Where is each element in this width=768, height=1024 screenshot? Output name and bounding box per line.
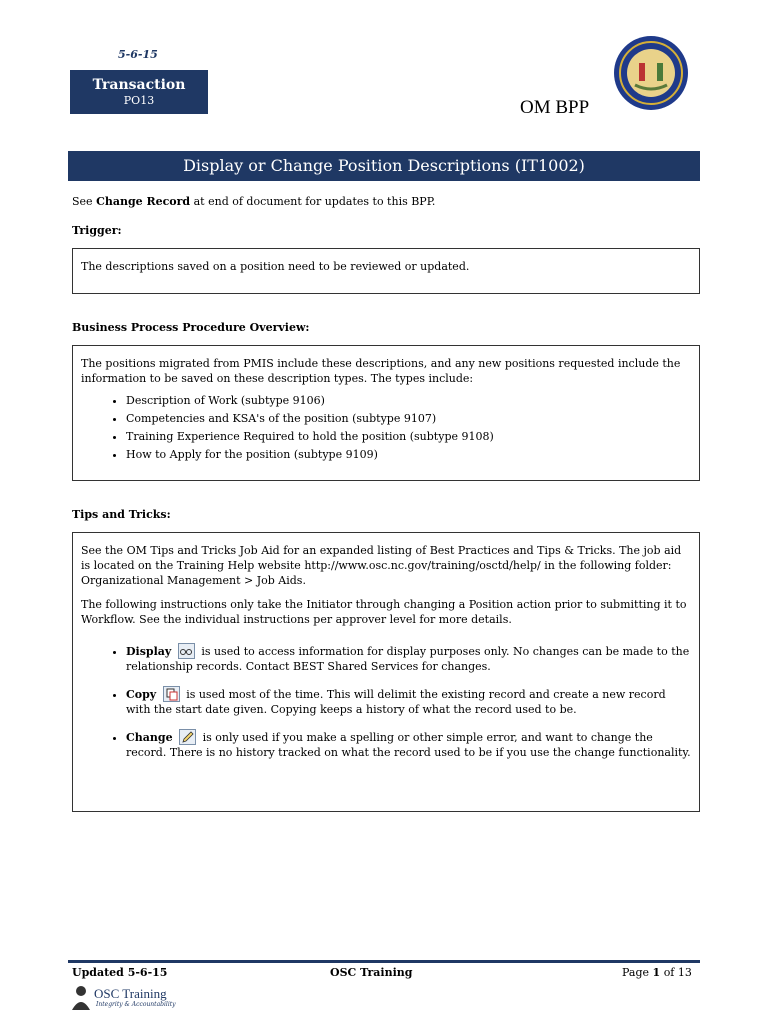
list-item: • How to Apply for the position (subtype 9109) — [126, 446, 691, 464]
change-text: is only used if you make a spelling or other simple error, and want to change the record. There is no history tracked on what the record used to be if you use the change functionality. — [126, 731, 691, 759]
list-item — [126, 643, 691, 674]
doc-type: OM BPP — [520, 97, 590, 118]
list-item — [126, 729, 691, 760]
list-item — [126, 686, 691, 717]
pencil-icon — [179, 729, 196, 745]
tips-box — [72, 532, 700, 812]
document-date: 5-6-15 — [118, 48, 158, 61]
footer-page — [622, 966, 692, 979]
glasses-icon — [178, 643, 195, 659]
tips-paragraph-2: The following instructions only take the Initiator through changing a Position action prior to submitting it to Workflow. See the individual instructions per approver level for more details. — [81, 598, 687, 626]
copy-icon — [163, 686, 180, 702]
overview-text: The positions migrated from PMIS include these descriptions, and any new positions requested include the information to be saved on these description types. The types include: — [81, 357, 681, 385]
page-prefix: Page — [622, 966, 650, 979]
overview-list — [81, 392, 691, 464]
change-record-link[interactable]: Change Record — [96, 195, 191, 208]
logo-tagline: Integrity & Accountability — [96, 1001, 176, 1008]
list-item: • Competencies and KSA's of the position (subtype 9107) — [126, 410, 691, 428]
footer-updated: Updated 5-6-15 — [72, 966, 168, 979]
footer-center: OSC Training — [330, 966, 413, 979]
osc-training-logo — [70, 982, 180, 1012]
change-label: Change — [126, 731, 173, 744]
copy-label: Copy — [126, 688, 157, 701]
trigger-text: The descriptions saved on a position need to be reviewed or updated. — [81, 260, 470, 273]
tips-paragraph-1: See the OM Tips and Tricks Job Aid for an expanded listing of Best Practices and Tips & Tricks. The job aid is located on the Training Help website http://www.osc.nc.gov/training/osctd/help/ in the following folder: Organizational Management > Job Aids. — [81, 544, 682, 587]
page-title: Display or Change Position Descriptions (IT1002) — [68, 151, 700, 181]
tips-heading: Tips and Tricks: — [72, 508, 171, 521]
display-text: is used to access information for display purposes only. No changes can be made to the relationship records. Contact BEST Shared Services for changes. — [126, 645, 690, 673]
page-number: 1 — [652, 966, 661, 979]
intro-line — [72, 194, 435, 209]
list-item: • Training Experience Required to hold the position (subtype 9108) — [126, 428, 691, 446]
intro-see: See — [72, 195, 93, 208]
tips-list — [81, 643, 691, 760]
display-label: Display — [126, 645, 172, 658]
trigger-heading: Trigger: — [72, 224, 122, 237]
trigger-box — [72, 248, 700, 294]
transaction-box — [70, 70, 208, 114]
person-icon — [70, 984, 92, 1012]
intro-rest: at end of document for updates to this BPP. — [193, 195, 436, 208]
list-item: • Description of Work (subtype 9106) — [126, 392, 691, 410]
overview-heading: Business Process Procedure Overview: — [72, 321, 310, 334]
transaction-code: PO13 — [123, 94, 155, 107]
overview-box — [72, 345, 700, 481]
page-of: of 13 — [663, 966, 692, 979]
copy-text: is used most of the time. This will delimit the existing record and create a new record with the start date given. Copying keeps a history of what the record used to be. — [126, 688, 666, 716]
logo-name: OSC Training — [94, 986, 167, 1001]
footer-divider — [68, 960, 700, 963]
state-seal-logo — [613, 35, 689, 111]
transaction-label: Transaction — [92, 77, 186, 93]
